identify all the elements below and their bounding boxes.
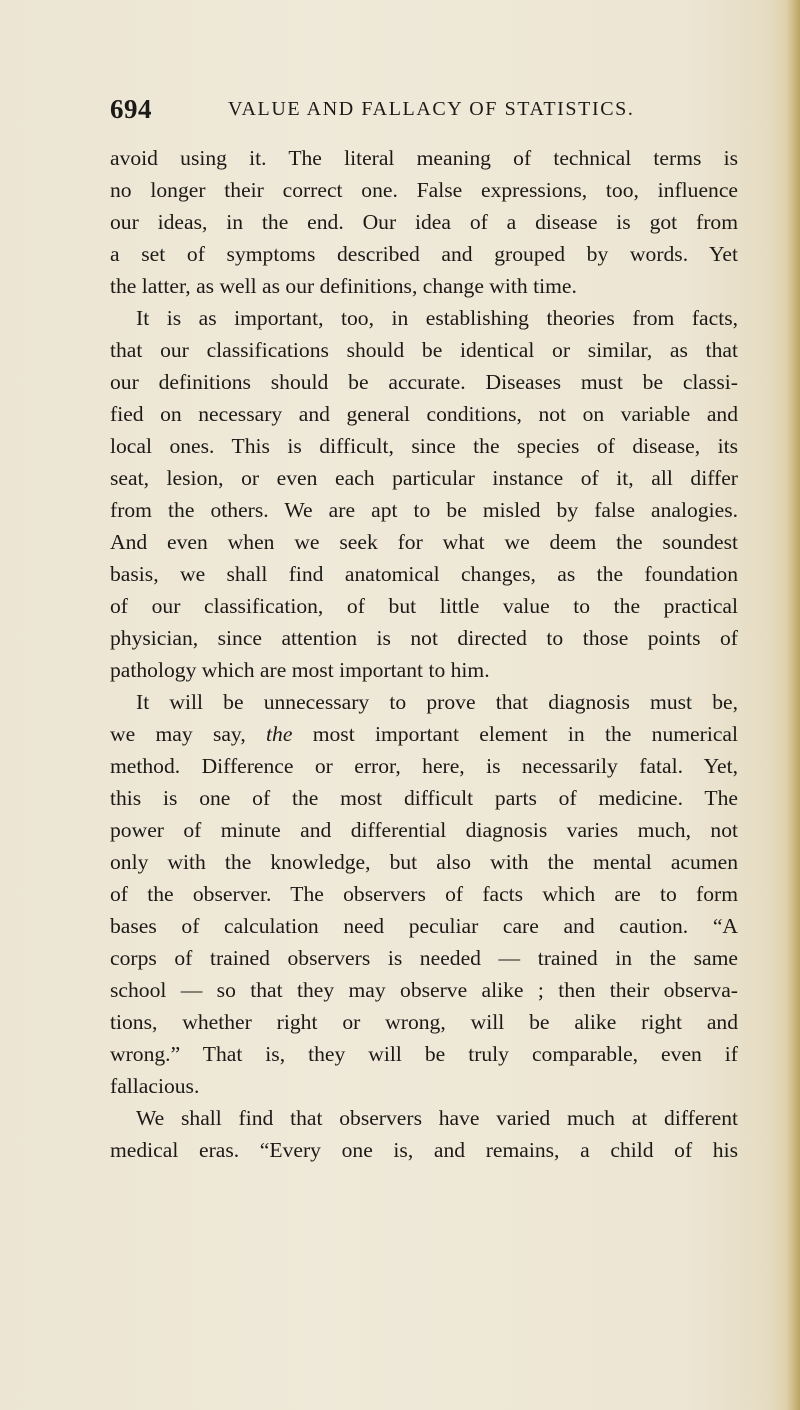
text-line: our ideas, in the end. Our idea of a disease is got from <box>110 210 738 234</box>
text-line: of the observer. The observers of facts which are to form <box>110 882 738 906</box>
text-line: only with the knowledge, but also with the mental acumen <box>110 850 738 874</box>
text-line: bases of calculation need peculiar care and caution. “A <box>110 914 738 938</box>
text-line: We shall find that observers have varied much at different <box>136 1106 738 1130</box>
text-line: our definitions should be accurate. Diseases must be classi- <box>110 370 738 394</box>
text-line: medical eras. “Every one is, and remains, a child of his <box>110 1138 738 1162</box>
text-line: no longer their correct one. False expressions, too, influence <box>110 178 738 202</box>
text-line: fallacious. <box>110 1074 200 1098</box>
text-line: It is as important, too, in establishing theories from facts, <box>136 306 738 330</box>
text-line: physician, since attention is not directed to those points of <box>110 626 738 650</box>
text-line: school — so that they may observe alike ; then their observa- <box>110 978 738 1002</box>
text-line: fied on necessary and general conditions, not on variable and <box>110 402 738 426</box>
text-line: from the others. We are apt to be misled by false analogies. <box>110 498 738 522</box>
text-line: basis, we shall find anatomical changes, as the foundation <box>110 562 738 586</box>
body-text <box>110 142 738 1166</box>
text-line: It will be unnecessary to prove that diagnosis must be, <box>136 690 738 714</box>
emphasis: the <box>266 722 293 746</box>
page-number: 694 <box>110 94 152 124</box>
text-line: method. Difference or error, here, is necessarily fatal. Yet, <box>110 754 738 778</box>
text-line: this is one of the most difficult parts of medicine. The <box>110 786 738 810</box>
page-edge-shadow <box>786 0 800 1410</box>
text-line: that our classifications should be identical or similar, as that <box>110 338 738 362</box>
text-line: of our classification, of but little value to the practical <box>110 594 738 618</box>
text-line: wrong.” That is, they will be truly comparable, even if <box>110 1042 738 1066</box>
text-line: seat, lesion, or even each particular instance of it, all differ <box>110 466 738 490</box>
text-line: corps of trained observers is needed — trained in the same <box>110 946 738 970</box>
text-line: local ones. This is difficult, since the species of disease, its <box>110 434 738 458</box>
running-head: VALUE AND FALLACY OF STATISTICS. <box>228 98 635 120</box>
text-line: pathology which are most important to him. <box>110 658 490 682</box>
text-line: a set of symptoms described and grouped by words. Yet <box>110 242 738 266</box>
text-line: we may say, the most important element in the numerical <box>110 722 738 746</box>
page-header <box>110 94 750 134</box>
text-line: tions, whether right or wrong, will be alike right and <box>110 1010 738 1034</box>
text-line: power of minute and differential diagnosis varies much, not <box>110 818 738 842</box>
text-line: the latter, as well as our definitions, change with time. <box>110 274 577 298</box>
text-line: avoid using it. The literal meaning of technical terms is <box>110 146 738 170</box>
text-line: And even when we seek for what we deem the soundest <box>110 530 738 554</box>
